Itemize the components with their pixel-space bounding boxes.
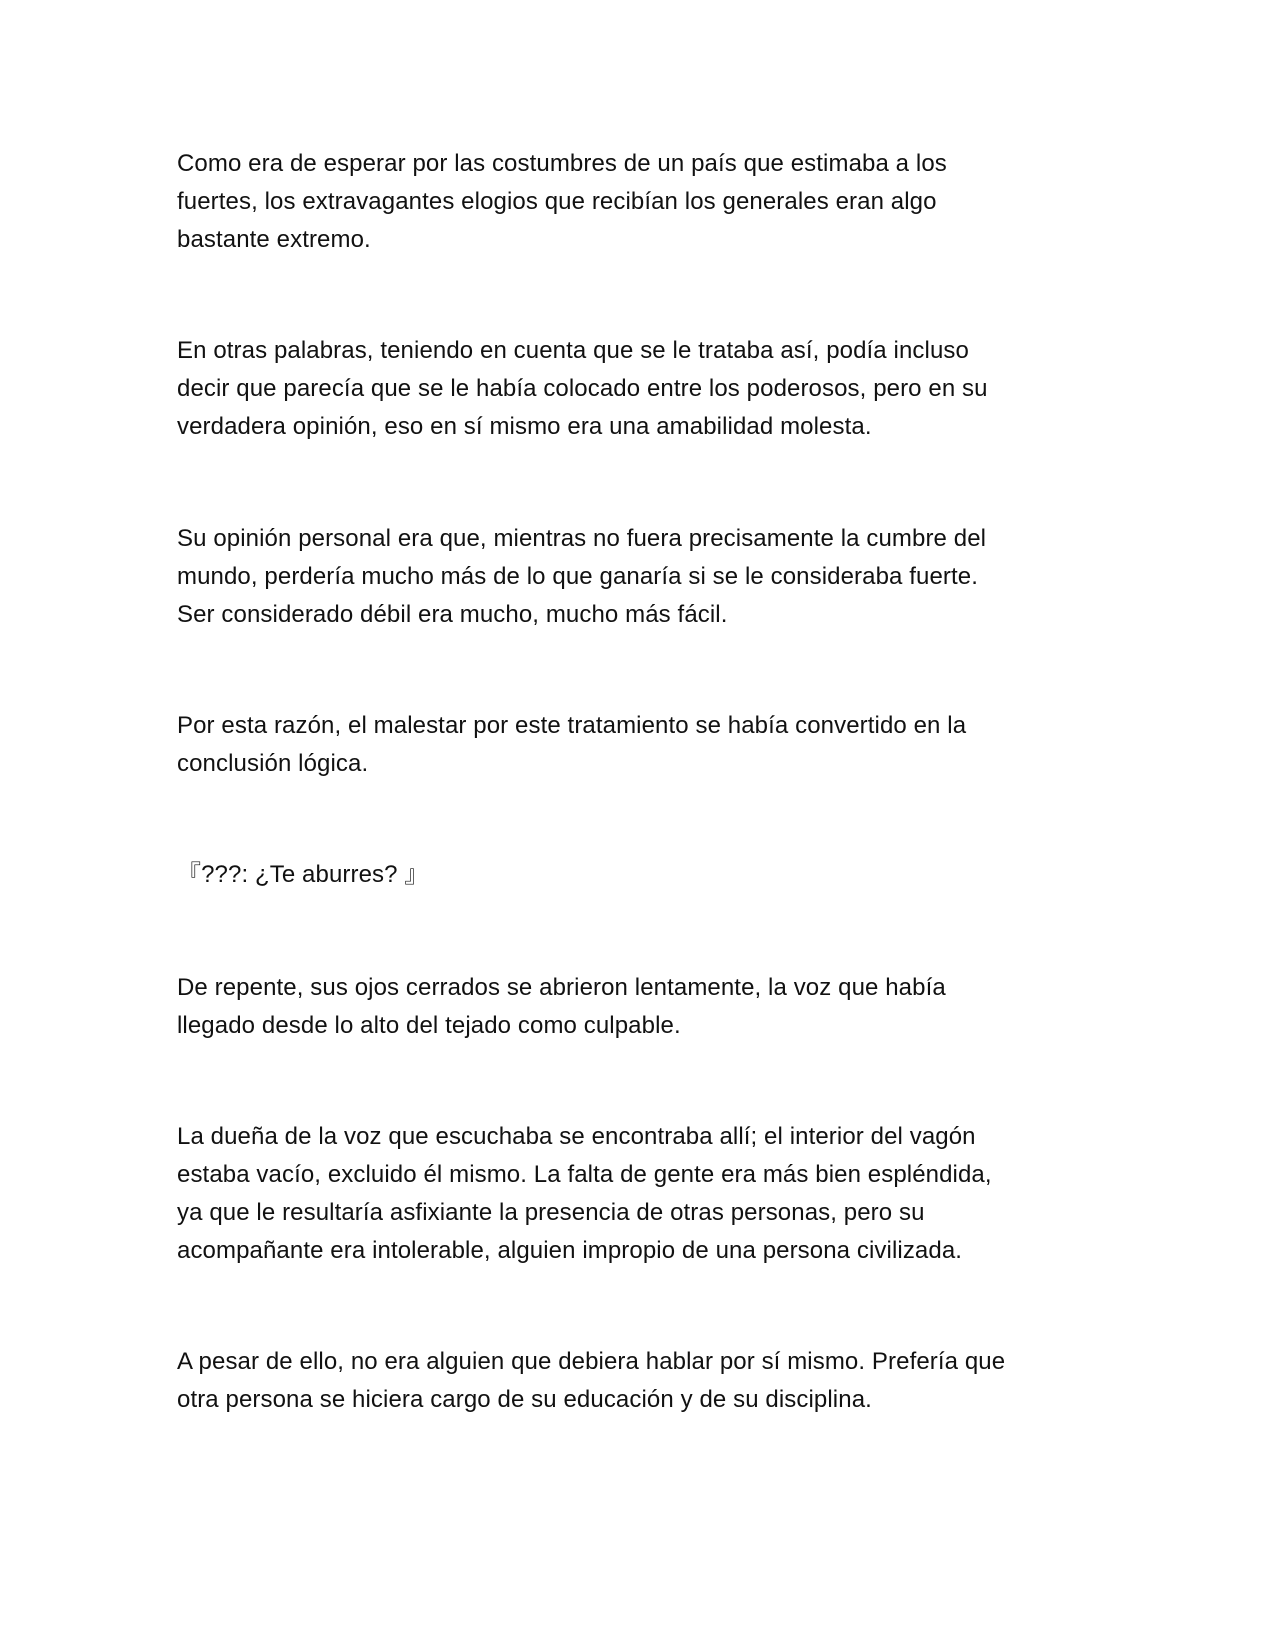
text-line: otra persona se hiciera cargo de su educación y de su disciplina. xyxy=(177,1386,872,1413)
paragraph-6 xyxy=(177,969,1107,1045)
text-line: En otras palabras, teniendo en cuenta que se le trataba así, podía incluso xyxy=(177,337,969,364)
text-line: bastante extremo. xyxy=(177,226,371,253)
paragraph-7 xyxy=(177,1118,1107,1270)
text-line: llegado desde lo alto del tejado como culpable. xyxy=(177,1012,681,1039)
text-line: estaba vacío, excluido él mismo. La falta de gente era más bien espléndida, xyxy=(177,1161,992,1188)
text-line: conclusión lógica. xyxy=(177,750,369,777)
text-line: Ser considerado débil era mucho, mucho más fácil. xyxy=(177,601,728,628)
text-line: verdadera opinión, eso en sí mismo era una amabilidad molesta. xyxy=(177,413,872,440)
text-line: Como era de esperar por las costumbres de un país que estimaba a los xyxy=(177,150,947,177)
paragraph-3 xyxy=(177,520,1107,634)
text-line: De repente, sus ojos cerrados se abrieron lentamente, la voz que había xyxy=(177,974,946,1001)
dialogue-line xyxy=(177,856,1107,894)
text-line: decir que parecía que se le había colocado entre los poderosos, pero en su xyxy=(177,375,988,402)
paragraph-2 xyxy=(177,332,1107,446)
text-line: A pesar de ello, no era alguien que debiera hablar por sí mismo. Prefería que xyxy=(177,1348,1006,1375)
text-line: fuertes, los extravagantes elogios que recibían los generales eran algo xyxy=(177,188,937,215)
text-line: ya que le resultaría asfixiante la presencia de otras personas, pero su xyxy=(177,1199,925,1226)
text-line: Por esta razón, el malestar por este tratamiento se había convertido en la xyxy=(177,712,967,739)
paragraph-4 xyxy=(177,707,1107,783)
text-line: Su opinión personal era que, mientras no fuera precisamente la cumbre del xyxy=(177,525,987,552)
text-line: 『???: ¿Te aburres? 』 xyxy=(177,861,429,888)
text-line: La dueña de la voz que escuchaba se encontraba allí; el interior del vagón xyxy=(177,1123,976,1150)
paragraph-8 xyxy=(177,1343,1107,1419)
paragraph-1 xyxy=(177,145,1107,259)
text-line: mundo, perdería mucho más de lo que ganaría si se le consideraba fuerte. xyxy=(177,563,979,590)
text-line: acompañante era intolerable, alguien impropio de una persona civilizada. xyxy=(177,1237,963,1264)
